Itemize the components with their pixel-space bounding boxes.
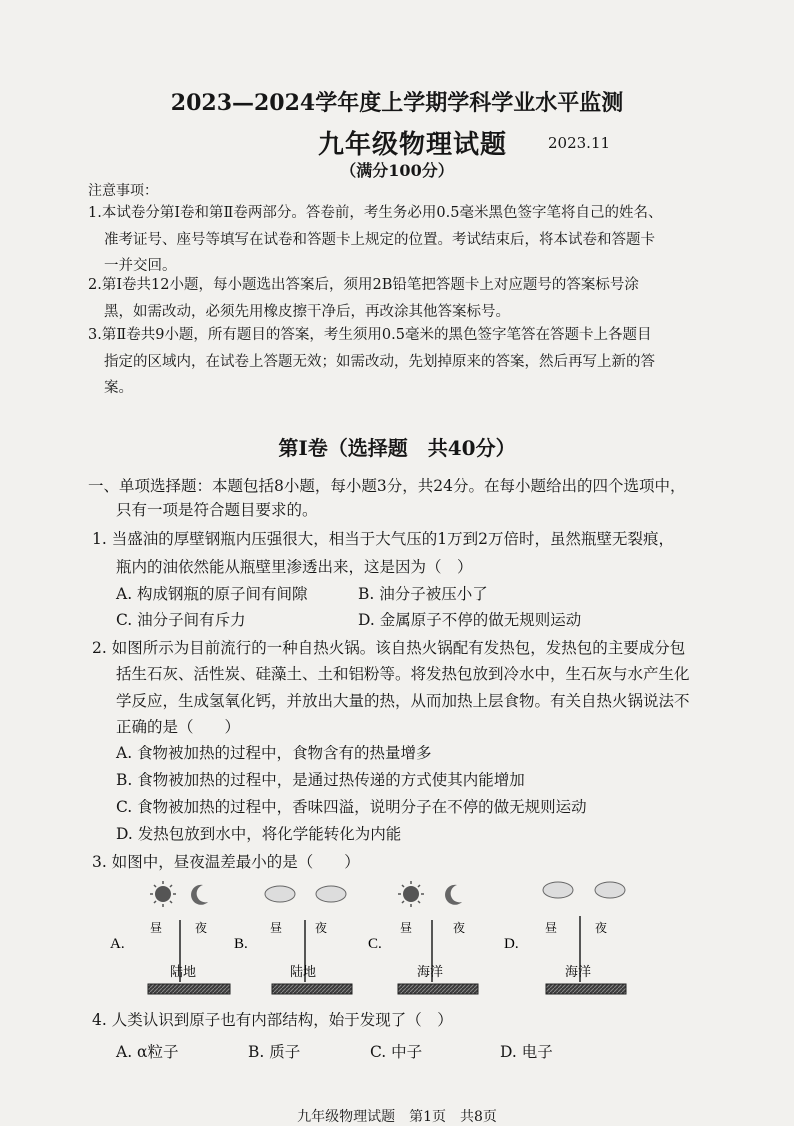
- q4-option-d: D. 电子: [500, 1043, 553, 1061]
- q3-c-night-label: 夜: [453, 921, 466, 935]
- q3-c-ground-label: 海洋: [417, 964, 444, 979]
- cloud-icon: [543, 882, 625, 898]
- part-instruction-line1: 一、单项选择题：本题包括8小题，每小题3分，共24分。在每小题给出的四个选项中，: [88, 477, 686, 495]
- q3-b-night-label: 夜: [315, 921, 328, 935]
- part-instruction-line2: 只有一项是符合题目要求的。: [116, 501, 318, 519]
- q3-diagram: [110, 880, 640, 1000]
- q3-stem: 3. 如图中，昼夜温差最小的是（ ）: [92, 853, 360, 871]
- q3-d-day-label: 昼: [545, 921, 558, 935]
- note-2-line2: 黑，如需改动，必须先用橡皮擦干净后，再改涂其他答案标号。: [104, 303, 510, 320]
- q3-option-b-letter: B.: [234, 936, 248, 952]
- q1-option-d: D. 金属原子不停的做无规则运动: [358, 611, 582, 629]
- exam-title-line1: 2023—2024学年度上学期学科学业水平监测: [170, 90, 624, 116]
- moon-icon: [445, 885, 462, 905]
- note-item-3: [88, 322, 738, 402]
- q3-a-ground: [148, 984, 230, 994]
- q2-option-a: A. 食物被加热的过程中，食物含有的热量增多: [116, 744, 432, 762]
- section-title: 第Ⅰ卷（选择题 共40分）: [278, 436, 516, 460]
- q2-stem-line1: 2. 如图所示为目前流行的一种自热火锅。该自热火锅配有发热包，发热包的主要成分包: [92, 639, 686, 657]
- q2-option-b: B. 食物被加热的过程中，是通过热传递的方式使其内能增加: [116, 771, 525, 789]
- note-1-line2: 准考证号、座号等填写在试卷和答题卡上规定的位置。考试结束后，将本试卷和答题卡: [104, 231, 655, 248]
- q1-option-c: C. 油分子间有斥力: [116, 611, 246, 629]
- moon-icon: [191, 885, 208, 905]
- q1-stem-line2: 瓶内的油依然能从瓶壁里渗透出来，这是因为（ ）: [116, 558, 473, 576]
- note-item-2: [88, 272, 738, 325]
- q3-b-ground-label: 陆地: [290, 964, 317, 979]
- cloud-icon: [265, 886, 346, 902]
- q2-option-d: D. 发热包放到水中，将化学能转化为内能: [116, 825, 402, 843]
- q4-option-c: C. 中子: [370, 1043, 423, 1061]
- q3-a-ground-label: 陆地: [170, 964, 197, 979]
- q3-a-night-label: 夜: [195, 921, 208, 935]
- note-3-line3: 案。: [104, 380, 133, 396]
- q1-stem-line1: 1. 当盛油的厚壁钢瓶内压强很大，相当于大气压的1万到2万倍时，虽然瓶壁无裂痕，: [92, 530, 674, 548]
- note-3-line2: 指定的区域内，在试卷上答题无效；如需改动，先划掉原来的答案，然后再写上新的答: [104, 353, 655, 370]
- q3-option-c-letter: C.: [368, 936, 382, 952]
- page-footer: 九年级物理试题 第1页 共8页: [297, 1109, 497, 1125]
- note-2-line1: 2.第Ⅰ卷共12小题，每小题选出答案后，须用2B铅笔把答题卡上对应题号的答案标号涂: [88, 277, 639, 293]
- q2-stem-line2: 括生石灰、活性炭、硅藻土、土和铝粉等。将发热包放到冷水中，生石灰与水产生化: [116, 665, 690, 683]
- q3-option-a: [110, 881, 230, 994]
- q3-d-ground-label: 海洋: [565, 964, 592, 979]
- q3-a-day-label: 昼: [150, 921, 163, 935]
- q4-option-b: B. 质子: [248, 1043, 301, 1061]
- q4-stem: 4. 人类认识到原子也有内部结构，始于发现了（ ）: [92, 1011, 453, 1029]
- q3-option-a-letter: A.: [110, 936, 125, 952]
- full-score: （满分100分）: [340, 161, 454, 180]
- q3-b-day-label: 昼: [270, 921, 283, 935]
- note-1-line3: 一并交回。: [104, 258, 177, 274]
- note-3-line1: 3.第Ⅱ卷共9小题，所有题目的答案，考生须用0.5毫米的黑色签字笔答在答题卡上各题目: [88, 327, 652, 343]
- q2-stem-line4: 正确的是（ ）: [116, 718, 241, 736]
- notes-heading: 注意事项：: [88, 183, 158, 199]
- q4-option-a: A. α粒子: [116, 1043, 179, 1061]
- sun-icon: [150, 881, 176, 907]
- q3-d-ground: [546, 984, 626, 994]
- q3-b-ground: [272, 984, 352, 994]
- q3-d-night-label: 夜: [595, 921, 608, 935]
- exam-title-line2: 九年级物理试题: [318, 130, 508, 160]
- q1-option-a: A. 构成钢瓶的原子间有间隙: [116, 585, 308, 603]
- note-item-1: [88, 200, 738, 280]
- q3-option-c: [368, 881, 478, 994]
- q3-c-ground: [398, 984, 478, 994]
- q3-option-d-letter: D.: [504, 936, 519, 952]
- exam-date: 2023.11: [548, 134, 611, 152]
- q2-option-c: C. 食物被加热的过程中，香味四溢，说明分子在不停的做无规则运动: [116, 798, 587, 816]
- sun-icon: [398, 881, 424, 907]
- q2-stem-line3: 学反应，生成氢氧化钙，并放出大量的热，从而加热上层食物。有关自热火锅说法不: [116, 692, 690, 710]
- q3-option-d: [504, 882, 626, 994]
- note-1-line1: 1.本试卷分第Ⅰ卷和第Ⅱ卷两部分。答卷前，考生务必用0.5毫米黑色签字笔将自己的姓名、: [88, 205, 663, 221]
- q3-c-day-label: 昼: [400, 921, 413, 935]
- q1-option-b: B. 油分子被压小了: [358, 585, 488, 603]
- q3-option-b: [234, 886, 352, 994]
